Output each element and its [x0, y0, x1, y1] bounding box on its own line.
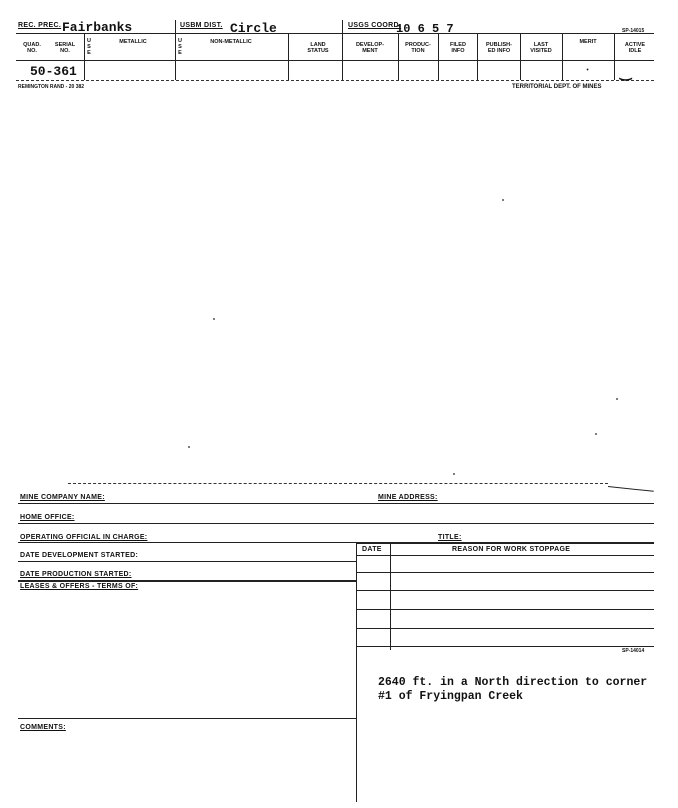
- col-use-metallic: U S E: [87, 38, 91, 56]
- col-divider: [477, 33, 478, 80]
- operating-official-label: OPERATING OFFICIAL IN CHARGE:: [20, 534, 148, 541]
- stoppage-rule: [356, 609, 654, 610]
- note-line-1: 2640 ft. in a North direction to corner: [378, 676, 648, 689]
- col-metallic: METALLIC: [119, 39, 147, 45]
- stoppage-table-left: [356, 542, 357, 802]
- leases-label: LEASES & OFFERS - TERMS OF:: [20, 583, 139, 590]
- stoppage-form-number: SP-14014: [622, 648, 645, 654]
- usbm-dist-value: Circle: [230, 21, 277, 36]
- stoppage-rule: [356, 555, 654, 556]
- col-divider: [614, 33, 615, 80]
- footer-left: REMINGTON RAND - 20 382: [18, 84, 85, 90]
- mine-company-name-label: MINE COMPANY NAME:: [20, 494, 105, 501]
- col-last-visited: LAST VISITED: [530, 42, 552, 54]
- col-merit: MERIT: [579, 39, 597, 45]
- col-production: PRODUC- TION: [405, 42, 431, 54]
- stoppage-rule: [356, 646, 654, 647]
- title-label: TITLE:: [438, 534, 462, 541]
- col-active-idle: ACTIVE IDLE: [624, 42, 646, 54]
- scan-speck: [616, 398, 618, 400]
- col-divider: [520, 33, 521, 80]
- col-divider: [398, 33, 399, 80]
- stoppage-rule: [356, 572, 654, 573]
- rec-prec-label: REC. PREC.: [18, 22, 62, 29]
- scan-speck: [453, 473, 455, 475]
- col-non-metallic: NON-METALLIC: [210, 39, 252, 45]
- quad-serial-value: 50-361: [30, 64, 77, 79]
- usbm-dist-label: USBM DIST.: [180, 22, 223, 29]
- header-rule-top: [16, 33, 654, 34]
- merit-mark: ꞏ: [586, 65, 590, 76]
- col-land-status: LAND STATUS: [307, 42, 329, 54]
- scan-speck: [188, 446, 190, 448]
- rec-prec-value: Fairbanks: [62, 20, 133, 35]
- stoppage-rule: [356, 590, 654, 591]
- col-filed-info: FILED INFO: [450, 42, 466, 54]
- rule: [18, 561, 356, 562]
- col-divider: [562, 33, 563, 80]
- stoppage-rule: [356, 628, 654, 629]
- note-line-2: #1 of Fryingpan Creek: [378, 690, 523, 703]
- lower-card-edge-right: [608, 486, 654, 492]
- header-rule-bottom: [16, 80, 654, 81]
- mine-address-label: MINE ADDRESS:: [378, 494, 438, 501]
- footer-right: TERRITORIAL DEPT. OF MINES: [512, 84, 602, 90]
- col-quad-no: QUAD. NO.: [23, 42, 41, 54]
- rule: [18, 718, 356, 719]
- col-divider: [438, 33, 439, 80]
- comments-label: COMMENTS:: [20, 724, 66, 731]
- rule: [18, 580, 356, 582]
- stoppage-reason-header: REASON FOR WORK STOPPAGE: [452, 546, 571, 553]
- col-development: DEVELOP- MENT: [355, 42, 385, 54]
- scan-speck: [213, 318, 215, 320]
- col-divider: [288, 33, 289, 80]
- scan-speck: [595, 433, 597, 435]
- usgs-coord-label: USGS COORD.: [348, 22, 402, 29]
- rule: [18, 503, 654, 504]
- stoppage-date-divider: [390, 542, 391, 650]
- col-divider: [342, 20, 343, 80]
- stoppage-date-header: DATE: [362, 546, 382, 553]
- date-production-label: DATE PRODUCTION STARTED:: [20, 571, 132, 578]
- form-number-top: SP-14015: [622, 28, 645, 34]
- col-serial-no: SERIAL NO.: [54, 42, 76, 54]
- header-rule-mid: [16, 60, 654, 61]
- scan-speck: [502, 199, 504, 201]
- active-idle-check-mark: ‿: [620, 64, 632, 80]
- col-use-nonmetallic: U S E: [178, 38, 182, 56]
- home-office-label: HOME OFFICE:: [20, 514, 75, 521]
- rule: [18, 523, 654, 524]
- stoppage-rule: [356, 542, 654, 544]
- col-published-info: PUBLISH- ED INFO: [486, 42, 512, 54]
- date-development-label: DATE DEVELOPMENT STARTED:: [20, 552, 139, 559]
- usgs-coord-value: 10 6 5 7: [396, 22, 454, 36]
- lower-card-top-edge: [68, 483, 608, 484]
